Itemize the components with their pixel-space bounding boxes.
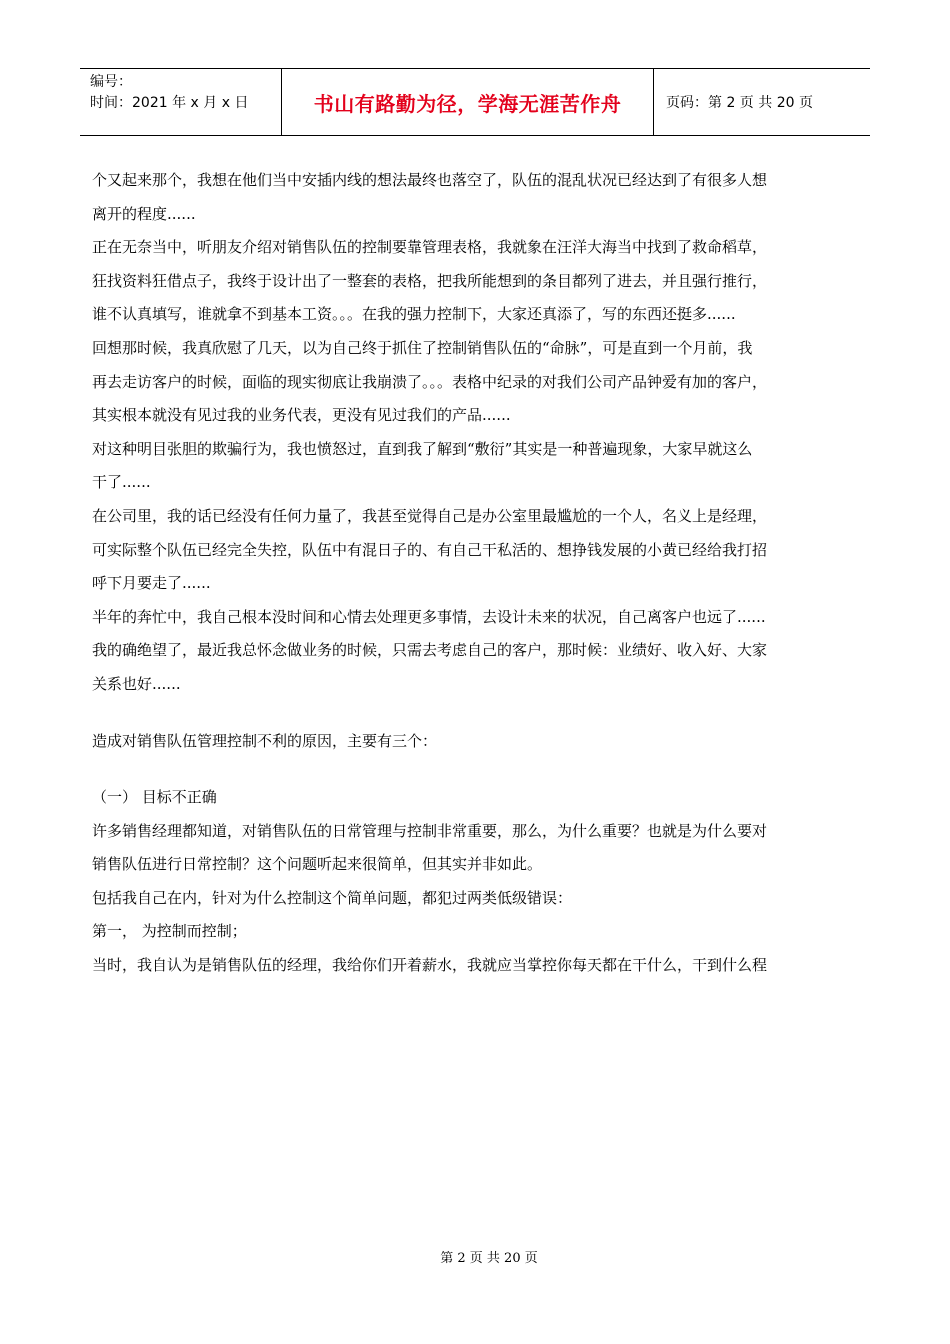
body-line: 我的确绝望了，最近我总怀念做业务的时候，只需去考虑自己的客户，那时候：业绩好、收入好、大家 [92,641,768,660]
header-motto: 书山有路勤为径，学海无涯苦作舟 [282,69,654,135]
body-line: 干了...... [92,473,151,492]
body-line: 其实根本就没有见过我的业务代表，更没有见过我们的产品...... [92,406,511,425]
page-header [80,68,870,136]
header-meta [80,69,282,135]
body-line: 正在无奈当中，听朋友介绍对销售队伍的控制要靠管理表格，我就象在汪洋大海当中找到了救命稻草， [92,238,768,257]
doc-number-label: 编号： [90,74,132,90]
body-line: 可实际整个队伍已经完全失控，队伍中有混日子的、有自己干私活的、想挣钱发展的小黄已经给我打招 [92,540,768,559]
document-body [92,164,862,983]
body-line: 呼下月要走了...... [92,574,211,593]
body-line: 许多销售经理都知道，对销售队伍的日常管理与控制非常重要，那么，为什么重要？也就是为什么要对 [92,821,768,840]
section-heading: （一） 目标不正确 [92,788,217,807]
body-line: 半年的奔忙中，我自己根本没时间和心情去处理更多事情，去设计未来的状况，自己离客户也远了...... [92,607,766,626]
header-page-info: 页码：第 2 页 共 20 页 [666,95,813,111]
body-line: 谁不认真填写，谁就拿不到基本工资。。。在我的强力控制下，大家还真添了，写的东西还挺多...... [92,305,736,324]
page-footer: 第 2 页 共 20 页 [440,1251,538,1266]
body-line: 回想那时候，我真欣慰了几天，以为自己终于抓住了控制销售队伍的“命脉”，可是直到一个月前，我 [92,338,753,357]
body-line: 对这种明目张胆的欺骗行为，我也愤怒过，直到我了解到“敷衍”其实是一种普遍现象，大家早就这么 [92,439,753,458]
body-line: 在公司里，我的话已经没有任何力量了，我甚至觉得自己是办公室里最尴尬的一个人，名义上是经理， [92,506,768,525]
body-line: 再去走访客户的时候，面临的现实彻底让我崩溃了。。。表格中纪录的对我们公司产品钟爱有加的客户， [92,372,768,391]
body-line: 包括我自己在内，针对为什么控制这个简单问题，都犯过两类低级错误： [92,888,573,907]
date-label: 时间：2021 年 x 月 x 日 [90,95,249,111]
body-line: 当时，我自认为是销售队伍的经理，我给你们开着薪水，我就应当掌控你每天都在干什么，干到什么程 [92,956,768,975]
reason-intro: 造成对销售队伍管理控制不利的原因，主要有三个： [92,731,438,750]
body-line: 离开的程度...... [92,204,196,223]
body-line: 关系也好...... [92,674,181,693]
body-line: 第一， 为控制而控制； [92,922,247,941]
body-line: 个又起来那个，我想在他们当中安插内线的想法最终也落空了，队伍的混乱状况已经达到了有很多人想 [92,171,768,189]
body-line: 销售队伍进行日常控制？这个问题听起来很简单，但其实并非如此。 [92,855,543,874]
body-line: 狂找资料狂借点子，我终于设计出了一整套的表格，把我所能想到的条目都列了进去，并且强行推行， [92,271,768,290]
